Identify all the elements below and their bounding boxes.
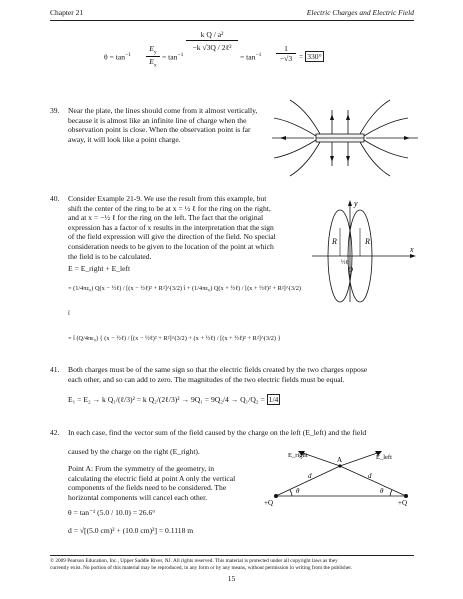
d-left-label: d [308, 472, 312, 480]
chapter-label: Chapter 21 [50, 8, 84, 17]
p42-number: 42. [50, 428, 60, 437]
p40-rings-diagram [310, 198, 422, 304]
p41-number: 41. [50, 365, 60, 374]
p42-theta-eq: θ = tan⁻¹ (5.0 / 10.0) = 26.6° [68, 508, 156, 517]
theta-eq3: = $\tan^{-1}$ [240, 52, 262, 62]
d-right-label: d [368, 472, 372, 480]
p41-text: Both charges must be of the same sign so that the electric fields created by the two charges oppose each other, and so can add to zero. The magnitudes of the two electric fields must be equal. [68, 365, 368, 384]
frac-ey-ex: $E_y$ $E_x$ [146, 44, 160, 68]
theta-equation: $\theta = \tan^{-1}$ [104, 52, 131, 62]
p42-charges-diagram [262, 448, 418, 506]
frac-kq: k Q / a² −k √3Q / 2ℓ² [186, 30, 238, 52]
page-number: 15 [227, 574, 236, 583]
ring-radius-left: R [332, 237, 337, 246]
charge-left-label: +Q [264, 499, 274, 506]
p39-number: 39. [50, 106, 60, 115]
result-box: 330° [307, 52, 322, 61]
theta-left-label: θ [296, 487, 300, 495]
charge-right-label: +Q [398, 499, 408, 506]
x-axis-label: x [410, 245, 414, 254]
origin-label: O [348, 266, 354, 274]
theta-eq2: = $\tan^{-1}$ [162, 52, 184, 62]
p41-result-box: 1/4 [268, 395, 279, 404]
p40-number: 40. [50, 194, 60, 203]
e-left-label: E_left [376, 454, 392, 461]
ring-radius-right: R [365, 237, 370, 246]
result-eq: = 330° [299, 52, 322, 61]
y-axis-label: y [354, 199, 358, 208]
p40-equations: E = E_right + E_left = (1/4πε₀) Q(x − ½ℓ) / [(x − ½ℓ)² + R²]^(3/2) î + (1/4πε₀) Q(x + ½ℓ) / [(x + ½ℓ)² + R²]^(3/2) î = î (Q/4πε₀) { (x − ½ℓ) / [(x − ½ℓ)² + R²]^(3/2) + (x + ½ℓ) / [(x + ½ℓ)² + R²]^(3/2) } [68, 264, 301, 342]
p42-d-eq: d = √[(5.0 cm)² + (10.0 cm)²] = 0.1118 m [68, 526, 194, 535]
frac-sqrt3: 1 −√3 [276, 44, 296, 63]
header-rule [50, 20, 414, 21]
p39-text: Near the plate, the lines should come from it almost vertically, because it is almost like an infinite line of charge when the observation point is close. When the observation point is far away, it will look like a point charge. [68, 106, 258, 144]
p40-text: Consider Example 21-9. We use the result from this example, but shift the center of the ring to be at x = ½ ℓ for the ring on the right, and at x = −½ ℓ for the ring on the left. The fact that the original expression has a factor of x results in the interpretation that the sign of the field expression will give the direction of the field. No special consideration needs to be given to the location of the point at which the field is to be calculated. [68, 194, 276, 261]
point-a-label: A [337, 456, 343, 464]
p39-field-lines-diagram [270, 96, 420, 180]
footer-rule [50, 555, 414, 556]
half-l-label: ½ℓ [341, 260, 349, 266]
p41-equation: E₁ = E₂ → k Q₁/(ℓ/3)² = k Q₂/(2ℓ/3)² → 9Q₁ = 9Q₂/4 → Q₁/Q₂ = 1/4 [68, 395, 279, 404]
copyright-notice: © 2009 Pearson Education, Inc., Upper Saddle River, NJ. All rights reserved. This material is protected under all copyright laws as they currently exist. No portion of this material may be reproduced, in any form or by any means, without permission in writing from the publisher. [50, 558, 353, 571]
p42-pointA-text: Point A: From the symmetry of the geometry, in calculating the electric field at point A only the vertical components of the fields need to be considered. The horizontal components will cancel each other. [68, 464, 236, 502]
e-right-label: E_right [288, 452, 308, 459]
p42-text: In each case, find the vector sum of the field caused by the charge on the left (E_left) and the field caused by the charge on the right (E_right). [68, 428, 367, 456]
theta-right-label: θ [380, 487, 384, 495]
chapter-title: Electric Charges and Electric Field [306, 8, 414, 17]
